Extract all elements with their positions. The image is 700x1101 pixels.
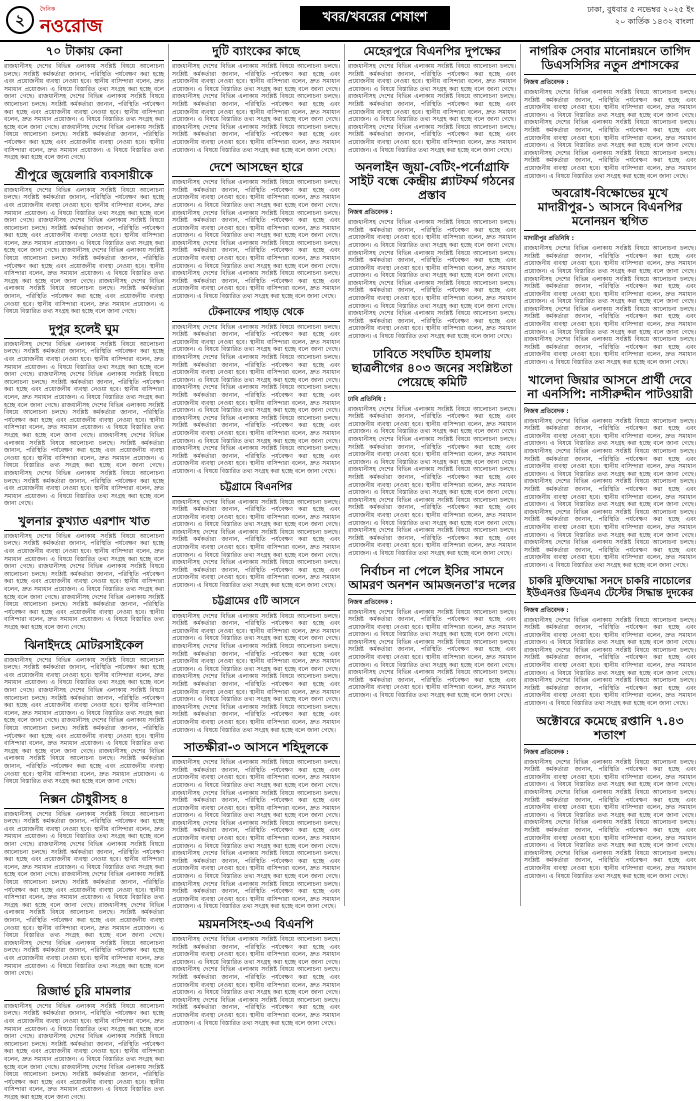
body-text: রাজধানীসহ দেশের বিভিন্ন এলাকায় সংশ্লিষ্ট বিষয়ে আলোচনা চলছে। সংশ্লিষ্ট কর্মকর্তারা জানান, পরিস্থিতি পর্যবেক্ষণ করা হচ্ছে এবং প্রয়োজনীয় ব্যবস্থা নেওয়া হবে। স্থানীয় বাসিন্দারা বলেন, দ্রুত সমাধান প্রয়োজন। এ বিষয়ে বিস্তারিত তথ্য সংগ্রহ করা হচ্ছে বলে জানা গেছে।	[348, 219, 516, 249]
body-text: রাজধানীসহ দেশের বিভিন্ন এলাকায় সংশ্লিষ্ট বিষয়ে আলোচনা চলছে। সংশ্লিষ্ট কর্মকর্তারা জানান, পরিস্থিতি পর্যবেক্ষণ করা হচ্ছে এবং প্রয়োজনীয় ব্যবস্থা নেওয়া হবে। স্থানীয় বাসিন্দারা বলেন, দ্রুত সমাধান প্রয়োজন। এ বিষয়ে বিস্তারিত তথ্য সংগ্রহ করা হচ্ছে বলে জানা গেছে।	[524, 245, 696, 275]
story-body	[4, 63, 164, 162]
story-headline: শ্রীপুরে জুয়েলারি ব্যবসায়ীকে	[4, 168, 164, 185]
story-body	[524, 617, 696, 708]
body-text: রাজধানীসহ দেশের বিভিন্ন এলাকায় সংশ্লিষ্ট বিষয়ে আলোচনা চলছে। সংশ্লিষ্ট কর্মকর্তারা জানান, পরিস্থিতি পর্যবেক্ষণ করা হচ্ছে এবং প্রয়োজনীয় ব্যবস্থা নেওয়া হবে। স্থানীয় বাসিন্দারা বলেন, দ্রুত সমাধান প্রয়োজন। এ বিষয়ে বিস্তারিত তথ্য সংগ্রহ করা হচ্ছে বলে জানা গেছে।	[172, 384, 340, 415]
news-story	[172, 596, 340, 735]
news-story	[524, 373, 696, 570]
body-text: রাজধানীসহ দেশের বিভিন্ন এলাকায় সংশ্লিষ্ট বিষয়ে আলোচনা চলছে। সংশ্লিষ্ট কর্মকর্তারা জানান, পরিস্থিতি পর্যবেক্ষণ করা হচ্ছে এবং প্রয়োজনীয় ব্যবস্থা নেওয়া হবে। স্থানীয় বাসিন্দারা বলেন, দ্রুত সমাধান প্রয়োজন। এ বিষয়ে বিস্তারিত তথ্য সংগ্রহ করা হচ্ছে বলে জানা গেছে।	[348, 527, 516, 557]
body-text: রাজধানীসহ দেশের বিভিন্ন এলাকায় সংশ্লিষ্ট বিষয়ে আলোচনা চলছে। সংশ্লিষ্ট কর্মকর্তারা জানান, পরিস্থিতি পর্যবেক্ষণ করা হচ্ছে এবং প্রয়োজনীয় ব্যবস্থা নেওয়া হবে। স্থানীয় বাসিন্দারা বলেন, দ্রুত সমাধান প্রয়োজন। এ বিষয়ে বিস্তারিত তথ্য সংগ্রহ করা হচ্ছে বলে জানা গেছে।	[172, 179, 340, 209]
news-story	[172, 740, 340, 911]
story-body	[172, 63, 340, 154]
news-story	[4, 322, 164, 508]
story-body	[172, 613, 340, 735]
body-text: রাজধানীসহ দেশের বিভিন্ন এলাকায় সংশ্লিষ্ট বিষয়ে আলোচনা চলছে। সংশ্লিষ্ট কর্মকর্তারা জানান, পরিস্থিতি পর্যবেক্ষণ করা হচ্ছে এবং প্রয়োজনীয় ব্যবস্থা নেওয়া হবে। স্থানীয় বাসিন্দারা বলেন, দ্রুত সমাধান প্রয়োজন। এ বিষয়ে বিস্তারিত তথ্য সংগ্রহ করা হচ্ছে বলে জানা গেছে।	[4, 871, 164, 909]
story-byline: নিজস্ব প্রতিবেদক :	[524, 748, 569, 756]
body-text: রাজধানীসহ দেশের বিভিন্ন এলাকায় সংশ্লিষ্ট বিষয়ে আলোচনা চলছে। সংশ্লিষ্ট কর্মকর্তারা জানান, পরিস্থিতি পর্যবেক্ষণ করা হচ্ছে এবং প্রয়োজনীয় ব্যবস্থা নেওয়া হবে। স্থানীয় বাসিন্দারা বলেন, দ্রুত সমাধান প্রয়োজন। এ বিষয়ে বিস্তারিত তথ্য সংগ্রহ করা হচ্ছে বলে জানা গেছে।	[172, 498, 340, 529]
body-text: রাজধানীসহ দেশের বিভিন্ন এলাকায় সংশ্লিষ্ট বিষয়ে আলোচনা চলছে। সংশ্লিষ্ট কর্মকর্তারা জানান, পরিস্থিতি পর্যবেক্ষণ করা হচ্ছে এবং প্রয়োজনীয় ব্যবস্থা নেওয়া হবে। স্থানীয় বাসিন্দারা বলেন, দ্রুত সমাধান প্রয়োজন। এ বিষয়ে বিস্তারিত তথ্য সংগ্রহ করা হচ্ছে বলে জানা গেছে।	[348, 123, 516, 154]
story-headline: খালেদা জিয়ার আসনে প্রার্থী দেবে না এনসিপি: নাসীরুদ্দীন পাটওয়ারী	[524, 373, 696, 404]
story-headline: ঝিনাইদহে মোটরসাইকেল	[4, 638, 164, 655]
body-text: রাজধানীসহ দেশের বিভিন্ন এলাকায় সংশ্লিষ্ট বিষয়ে আলোচনা চলছে। সংশ্লিষ্ট কর্মকর্তারা জানান, পরিস্থিতি পর্যবেক্ষণ করা হচ্ছে এবং প্রয়োজনীয় ব্যবস্থা নেওয়া হবে। স্থানীয় বাসিন্দারা বলেন, দ্রুত সমাধান প্রয়োজন। এ বিষয়ে বিস্তারিত তথ্য সংগ্রহ করা হচ্ছে বলে জানা গেছে।	[172, 819, 340, 850]
body-text: রাজধানীসহ দেশের বিভিন্ন এলাকায় সংশ্লিষ্ট বিষয়ে আলোচনা চলছে। সংশ্লিষ্ট কর্মকর্তারা জানান, পরিস্থিতি পর্যবেক্ষণ করা হচ্ছে এবং প্রয়োজনীয় ব্যবস্থা নেওয়া হবে। স্থানীয় বাসিন্দারা বলেন, দ্রুত সমাধান প্রয়োজন। এ বিষয়ে বিস্তারিত তথ্য সংগ্রহ করা হচ্ছে বলে জানা গেছে।	[172, 966, 340, 997]
news-story	[348, 347, 516, 558]
news-story	[348, 44, 516, 154]
story-headline: দুটি ব্যাংকের কাছে	[172, 44, 340, 61]
news-story	[524, 44, 696, 180]
story-body	[4, 657, 164, 786]
body-text: রাজধানীসহ দেশের বিভিন্ন এলাকায় সংশ্লিষ্ট বিষয়ে আলোচনা চলছে। সংশ্লিষ্ট কর্মকর্তারা জানান, পরিস্থিতি পর্যবেক্ষণ করা হচ্ছে এবং প্রয়োজনীয় ব্যবস্থা নেওয়া হবে। স্থানীয় বাসিন্দারা বলেন, দ্রুত সমাধান প্রয়োজন। এ বিষয়ে বিস্তারিত তথ্য সংগ্রহ করা হচ্ছে বলে জানা গেছে।	[172, 759, 340, 789]
body-text: রাজধানীসহ দেশের বিভিন্ন এলাকায় সংশ্লিষ্ট বিষয়ে আলোচনা চলছে। সংশ্লিষ্ট কর্মকর্তারা জানান, পরিস্থিতি পর্যবেক্ষণ করা হচ্ছে এবং প্রয়োজনীয় ব্যবস্থা নেওয়া হবে। স্থানীয় বাসিন্দারা বলেন, দ্রুত সমাধান প্রয়োজন। এ বিষয়ে বিস্তারিত তথ্য সংগ্রহ করা হচ্ছে বলে জানা গেছে।	[4, 123, 164, 162]
body-text: রাজধানীসহ দেশের বিভিন্ন এলাকায় সংশ্লিষ্ট বিষয়ে আলোচনা চলছে। সংশ্লিষ্ট কর্মকর্তারা জানান, পরিস্থিতি পর্যবেক্ষণ করা হচ্ছে এবং প্রয়োজনীয় ব্যবস্থা নেওয়া হবে। স্থানীয় বাসিন্দারা বলেন, দ্রুত সমাধান প্রয়োজন। এ বিষয়ে বিস্তারিত তথ্য সংগ্রহ করা হচ্ছে বলে জানা গেছে।	[172, 63, 340, 93]
body-text: রাজধানীসহ দেশের বিভিন্ন এলাকায় সংশ্লিষ্ট বিষয়ে আলোচনা চলছে। সংশ্লিষ্ট কর্মকর্তারা জানান, পরিস্থিতি পর্যবেক্ষণ করা হচ্ছে এবং প্রয়োজনীয় ব্যবস্থা নেওয়া হবে। স্থানীয় বাসিন্দারা বলেন, দ্রুত সমাধান প্রয়োজন। এ বিষয়ে বিস্তারিত তথ্য সংগ্রহ করা হচ্ছে বলে জানা গেছে।	[4, 656, 164, 694]
story-headline: রিজার্ভ চুরি মামলার	[4, 984, 164, 1001]
section-title: খবর/খবরের শেষাংশ	[300, 6, 450, 30]
column-3	[348, 44, 516, 906]
body-text: রাজধানীসহ দেশের বিভিন্ন এলাকায় সংশ্লিষ্ট বিষয়ে আলোচনা চলছে। সংশ্লিষ্ট কর্মকর্তারা জানান, পরিস্থিতি পর্যবেক্ষণ করা হচ্ছে এবং প্রয়োজনীয় ব্যবস্থা নেওয়া হবে। স্থানীয় বাসিন্দারা বলেন, দ্রুত সমাধান প্রয়োজন। এ বিষয়ে বিস্তারিত তথ্য সংগ্রহ করা হচ্ছে বলে জানা গেছে।	[524, 819, 696, 850]
story-headline: নিক্সন চৌধুরীসহ ৪	[4, 792, 164, 809]
body-text: রাজধানীসহ দেশের বিভিন্ন এলাকায় সংশ্লিষ্ট বিষয়ে আলোচনা চলছে। সংশ্লিষ্ট কর্মকর্তারা জানান, পরিস্থিতি পর্যবেক্ষণ করা হচ্ছে এবং প্রয়োজনীয় ব্যবস্থা নেওয়া হবে। স্থানীয় বাসিন্দারা বলেন, দ্রুত সমাধান প্রয়োজন। এ বিষয়ে বিস্তারিত তথ্য সংগ্রহ করা হচ্ছে বলে জানা গেছে।	[4, 593, 164, 631]
story-headline: চাকরি মুক্তিযোদ্ধা সনদে চাকরি নাচোলের ইউএনওর ডিএনএ টেস্টের সিদ্ধান্ত দুদকের	[524, 576, 696, 603]
column-1	[4, 44, 164, 1101]
body-text: রাজধানীসহ দেশের বিভিন্ন এলাকায় সংশ্লিষ্ট বিষয়ে আলোচনা চলছে। সংশ্লিষ্ট কর্মকর্তারা জানান, পরিস্থিতি পর্যবেক্ষণ করা হচ্ছে এবং প্রয়োজনীয় ব্যবস্থা নেওয়া হবে। স্থানীয় বাসিন্দারা বলেন, দ্রুত সমাধান প্রয়োজন। এ বিষয়ে বিস্তারিত তথ্য সংগ্রহ করা হচ্ছে বলে জানা গেছে।	[4, 841, 164, 879]
news-story	[4, 44, 164, 162]
body-text: রাজধানীসহ দেশের বিভিন্ন এলাকায় সংশ্লিষ্ট বিষয়ে আলোচনা চলছে। সংশ্লিষ্ট কর্মকর্তারা জানান, পরিস্থিতি পর্যবেক্ষণ করা হচ্ছে এবং প্রয়োজনীয় ব্যবস্থা নেওয়া হবে। স্থানীয় বাসিন্দারা বলেন, দ্রুত সমাধান প্রয়োজন। এ বিষয়ে বিস্তারিত তথ্য সংগ্রহ করা হচ্ছে বলে জানা গেছে।	[524, 646, 696, 677]
story-headline: খুলনার কুখ্যাত এরশাদ খাত	[4, 514, 164, 531]
body-text: রাজধানীসহ দেশের বিভিন্ন এলাকায় সংশ্লিষ্ট বিষয়ে আলোচনা চলছে। সংশ্লিষ্ট কর্মকর্তারা জানান, পরিস্থিতি পর্যবেক্ষণ করা হচ্ছে এবং প্রয়োজনীয় ব্যবস্থা নেওয়া হবে। স্থানীয় বাসিন্দারা বলেন, দ্রুত সমাধান প্রয়োজন। এ বিষয়ে বিস্তারিত তথ্য সংগ্রহ করা হচ্ছে বলে জানা গেছে।	[172, 209, 340, 240]
body-text: রাজধানীসহ দেশের বিভিন্ন এলাকায় সংশ্লিষ্ট বিষয়ে আলোচনা চলছে। সংশ্লিষ্ট কর্মকর্তারা জানান, পরিস্থিতি পর্যবেক্ষণ করা হচ্ছে এবং প্রয়োজনীয় ব্যবস্থা নেওয়া হবে। স্থানীয় বাসিন্দারা বলেন, দ্রুত সমাধান প্রয়োজন। এ বিষয়ে বিস্তারিত তথ্য সংগ্রহ করা হচ্ছে বলে জানা গেছে।	[524, 336, 696, 367]
brand-small: দৈনিক	[40, 6, 56, 13]
story-body	[524, 245, 696, 367]
story-byline: নিজস্ব প্রতিবেদক :	[524, 606, 569, 614]
body-text: রাজধানীসহ দেশের বিভিন্ন এলাকায় সংশ্লিষ্ট বিষয়ে আলোচনা চলছে। সংশ্লিষ্ট কর্মকর্তারা জানান, পরিস্থিতি পর্যবেক্ষণ করা হচ্ছে এবং প্রয়োজনীয় ব্যবস্থা নেওয়া হবে। স্থানীয় বাসিন্দারা বলেন, দ্রুত সমাধান প্রয়োজন। এ বিষয়ে বিস্তারিত তথ্য সংগ্রহ করা হচ্ছে বলে জানা গেছে।	[4, 469, 164, 508]
story-byline: নিজস্ব প্রতিবেদক :	[524, 79, 569, 86]
body-text: রাজধানীসহ দেশের বিভিন্ন এলাকায় সংশ্লিষ্ট বিষয়ে আলোচনা চলছে। সংশ্লিষ্ট কর্মকর্তারা জানান, পরিস্থিতি পর্যবেক্ষণ করা হচ্ছে এবং প্রয়োজনীয় ব্যবস্থা নেওয়া হবে। স্থানীয় বাসিন্দারা বলেন, দ্রুত সমাধান প্রয়োজন। এ বিষয়ে বিস্তারিত তথ্য সংগ্রহ করা হচ্ছে বলে জানা গেছে।	[4, 277, 164, 316]
body-text: রাজধানীসহ দেশের বিভিন্ন এলাকায় সংশ্লিষ্ট বিষয়ে আলোচনা চলছে। সংশ্লিষ্ট কর্মকর্তারা জানান, পরিস্থিতি পর্যবেক্ষণ করা হচ্ছে এবং প্রয়োজনীয় ব্যবস্থা নেওয়া হবে। স্থানীয় বাসিন্দারা বলেন, দ্রুত সমাধান প্রয়োজন। এ বিষয়ে বিস্তারিত তথ্য সংগ্রহ করা হচ্ছে বলে জানা গেছে।	[348, 638, 516, 669]
body-text: রাজধানীসহ দেশের বিভিন্ন এলাকায় সংশ্লিষ্ট বিষয়ে আলোচনা চলছে। সংশ্লিষ্ট কর্মকর্তারা জানান, পরিস্থিতি পর্যবেক্ষণ করা হচ্ছে এবং প্রয়োজনীয় ব্যবস্থা নেওয়া হবে। স্থানীয় বাসিন্দারা বলেন, দ্রুত সমাধান প্রয়োজন। এ বিষয়ে বিস্তারিত তথ্য সংগ্রহ করা হচ্ছে বলে জানা গেছে।	[524, 448, 696, 478]
date-bangla: ২০ কার্তিক ১৪৩২ বাংলা	[614, 17, 694, 26]
story-headline: দুপুর হলেই ঘুম	[4, 322, 164, 339]
news-story	[172, 44, 340, 154]
dateline	[494, 4, 694, 28]
story-headline: ৭০ টাকায় কেনা	[4, 44, 164, 61]
news-story	[172, 482, 340, 590]
brand-name: নওরোজ	[40, 16, 103, 37]
column-rule	[344, 44, 345, 906]
body-text: রাজধানীসহ দেশের বিভিন্ন এলাকায় সংশ্লিষ্ট বিষয়ে আলোচনা চলছে। সংশ্লিষ্ট কর্মকর্তারা জানান, পরিস্থিতি পর্যবেক্ষণ করা হচ্ছে এবং প্রয়োজনীয় ব্যবস্থা নেওয়া হবে। স্থানীয় বাসিন্দারা বলেন, দ্রুত সমাধান প্রয়োজন। এ বিষয়ে বিস্তারিত তথ্য সংগ্রহ করা হচ্ছে বলে জানা গেছে।	[524, 417, 696, 448]
body-text: রাজধানীসহ দেশের বিভিন্ন এলাকায় সংশ্লিষ্ট বিষয়ে আলোচনা চলছে। সংশ্লিষ্ট কর্মকর্তারা জানান, পরিস্থিতি পর্যবেক্ষণ করা হচ্ছে এবং প্রয়োজনীয় ব্যবস্থা নেওয়া হবে। স্থানীয় বাসিন্দারা বলেন, দ্রুত সমাধান প্রয়োজন। এ বিষয়ে বিস্তারিত তথ্য সংগ্রহ করা হচ্ছে বলে জানা গেছে।	[172, 323, 340, 354]
masthead	[0, 0, 700, 42]
news-story	[172, 160, 340, 301]
story-byline: নিজস্ব প্রতিবেদক :	[348, 209, 393, 217]
story-byline: নিজস্ব প্রতিবেদক :	[348, 598, 393, 606]
page-number: ২	[6, 6, 34, 34]
story-body	[524, 759, 696, 881]
body-text: রাজধানীসহ দেশের বিভিন্ন এলাকায় সংশ্লিষ্ট বিষয়ে আলোচনা চলছে। সংশ্লিষ্ট কর্মকর্তারা জানান, পরিস্থিতি পর্যবেক্ষণ করা হচ্ছে এবং প্রয়োজনীয় ব্যবস্থা নেওয়া হবে। স্থানীয় বাসিন্দারা বলেন, দ্রুত সমাধান প্রয়োজন। এ বিষয়ে বিস্তারিত তথ্য সংগ্রহ করা হচ্ছে বলে জানা গেছে।	[4, 1063, 164, 1101]
brand-logo	[40, 4, 140, 36]
body-text: রাজধানীসহ দেশের বিভিন্ন এলাকায় সংশ্লিষ্ট বিষয়ে আলোচনা চলছে। সংশ্লিষ্ট কর্মকর্তারা জানান, পরিস্থিতি পর্যবেক্ষণ করা হচ্ছে এবং প্রয়োজনীয় ব্যবস্থা নেওয়া হবে। স্থানীয় বাসিন্দারা বলেন, দ্রুত সমাধান প্রয়োজন। এ বিষয়ে বিস্তারিত তথ্য সংগ্রহ করা হচ্ছে বলে জানা গেছে।	[348, 63, 516, 93]
body-text: রাজধানীসহ দেশের বিভিন্ন এলাকায় সংশ্লিষ্ট বিষয়ে আলোচনা চলছে। সংশ্লিষ্ট কর্মকর্তারা জানান, পরিস্থিতি পর্যবেক্ষণ করা হচ্ছে এবং প্রয়োজনীয় ব্যবস্থা নেওয়া হবে। স্থানীয় বাসিন্দারা বলেন, দ্রুত সমাধান প্রয়োজন। এ বিষয়ে বিস্তারিত তথ্য সংগ্রহ করা হচ্ছে বলে জানা গেছে।	[172, 880, 340, 911]
body-text: রাজধানীসহ দেশের বিভিন্ন এলাকায় সংশ্লিষ্ট বিষয়ে আলোচনা চলছে। সংশ্লিষ্ট কর্মকর্তারা জানান, পরিস্থিতি পর্যবেক্ষণ করা হচ্ছে এবং প্রয়োজনীয় ব্যবস্থা নেওয়া হবে। স্থানীয় বাসিন্দারা বলেন, দ্রুত সমাধান প্রয়োজন। এ বিষয়ে বিস্তারিত তথ্য সংগ্রহ করা হচ্ছে বলে জানা গেছে।	[172, 270, 340, 301]
column-2	[172, 44, 340, 1027]
body-text: রাজধানীসহ দেশের বিভিন্ন এলাকায় সংশ্লিষ্ট বিষয়ে আলোচনা চলছে। সংশ্লিষ্ট কর্মকর্তারা জানান, পরিস্থিতি পর্যবেক্ষণ করা হচ্ছে এবং প্রয়োজনীয় ব্যবস্থা নেওয়া হবে। স্থানীয় বাসিন্দারা বলেন, দ্রুত সমাধান প্রয়োজন। এ বিষয়ে বিস্তারিত তথ্য সংগ্রহ করা হচ্ছে বলে জানা গেছে।	[348, 405, 516, 436]
story-body	[4, 1003, 164, 1101]
body-text: রাজধানীসহ দেশের বিভিন্ন এলাকায় সংশ্লিষ্ট বিষয়ে আলোচনা চলছে। সংশ্লিষ্ট কর্মকর্তারা জানান, পরিস্থিতি পর্যবেক্ষণ করা হচ্ছে এবং প্রয়োজনীয় ব্যবস্থা নেওয়া হবে। স্থানীয় বাসিন্দারা বলেন, দ্রুত সমাধান প্রয়োজন। এ বিষয়ে বিস্তারিত তথ্য সংগ্রহ করা হচ্ছে বলে জানা গেছে।	[172, 93, 340, 124]
news-story	[4, 984, 164, 1101]
body-text: রাজধানীসহ দেশের বিভিন্ন এলাকায় সংশ্লিষ্ট বিষয়ে আলোচনা চলছে। সংশ্লিষ্ট কর্মকর্তারা জানান, পরিস্থিতি পর্যবেক্ষণ করা হচ্ছে এবং প্রয়োজনীয় ব্যবস্থা নেওয়া হবে। স্থানীয় বাসিন্দারা বলেন, দ্রুত সমাধান প্রয়োজন। এ বিষয়ে বিস্তারিত তথ্য সংগ্রহ করা হচ্ছে বলে জানা গেছে।	[348, 466, 516, 497]
body-text: রাজধানীসহ দেশের বিভিন্ন এলাকায় সংশ্লিষ্ট বিষয়ে আলোচনা চলছে। সংশ্লিষ্ট কর্মকর্তারা জানান, পরিস্থিতি পর্যবেক্ষণ করা হচ্ছে এবং প্রয়োজনীয় ব্যবস্থা নেওয়া হবে। স্থানীয় বাসিন্দারা বলেন, দ্রুত সমাধান প্রয়োজন। এ বিষয়ে বিস্তারিত তথ্য সংগ্রহ করা হচ্ছে বলে জানা গেছে।	[172, 673, 340, 704]
body-text: রাজধানীসহ দেশের বিভিন্ন এলাকায় সংশ্লিষ্ট বিষয়ে আলোচনা চলছে। সংশ্লিষ্ট কর্মকর্তারা জানান, পরিস্থিতি পর্যবেক্ষণ করা হচ্ছে এবং প্রয়োজনীয় ব্যবস্থা নেওয়া হবে। স্থানীয় বাসিন্দারা বলেন, দ্রুত সমাধান প্রয়োজন। এ বিষয়ে বিস্তারিত তথ্য সংগ্রহ করা হচ্ছে বলে জানা গেছে।	[524, 305, 696, 336]
body-text: রাজধানীসহ দেশের বিভিন্ন এলাকায় সংশ্লিষ্ট বিষয়ে আলোচনা চলছে। সংশ্লিষ্ট কর্মকর্তারা জানান, পরিস্থিতি পর্যবেক্ষণ করা হচ্ছে এবং প্রয়োজনীয় ব্যবস্থা নেওয়া হবে। স্থানীয় বাসিন্দারা বলেন, দ্রুত সমাধান প্রয়োজন। এ বিষয়ে বিস্তারিত তথ্য সংগ্রহ করা হচ্ছে বলে জানা গেছে।	[172, 239, 340, 270]
story-body	[524, 418, 696, 570]
body-text: রাজধানীসহ দেশের বিভিন্ন এলাকায় সংশ্লিষ্ট বিষয়ে আলোচনা চলছে। সংশ্লিষ্ট কর্মকর্তারা জানান, পরিস্থিতি পর্যবেক্ষণ করা হচ্ছে এবং প্রয়োজনীয় ব্যবস্থা নেওয়া হবে। স্থানীয় বাসিন্দারা বলেন, দ্রুত সমাধান প্রয়োজন। এ বিষয়ে বিস্তারিত তথ্য সংগ্রহ করা হচ্ছে বলে জানা গেছে।	[348, 436, 516, 466]
story-body	[4, 811, 164, 978]
body-text: রাজধানীসহ দেশের বিভিন্ন এলাকায় সংশ্লিষ্ট বিষয়ে আলোচনা চলছে। সংশ্লিষ্ট কর্মকর্তারা জানান, পরিস্থিতি পর্যবেক্ষণ করা হচ্ছে এবং প্রয়োজনীয় ব্যবস্থা নেওয়া হবে। স্থানীয় বাসিন্দারা বলেন, দ্রুত সমাধান প্রয়োজন। এ বিষয়ে বিস্তারিত তথ্য সংগ্রহ করা হচ্ছে বলে জানা গেছে।	[348, 249, 516, 280]
story-body	[172, 936, 340, 1027]
body-text: রাজধানীসহ দেশের বিভিন্ন এলাকায় সংশ্লিষ্ট বিষয়ে আলোচনা চলছে। সংশ্লিষ্ট কর্মকর্তারা জানান, পরিস্থিতি পর্যবেক্ষণ করা হচ্ছে এবং প্রয়োজনীয় ব্যবস্থা নেওয়া হবে। স্থানীয় বাসিন্দারা বলেন, দ্রুত সমাধান প্রয়োজন। এ বিষয়ে বিস্তারিত তথ্য সংগ্রহ করা হচ্ছে বলে জানা গেছে।	[524, 478, 696, 509]
body-text: রাজধানীসহ দেশের বিভিন্ন এলাকায় সংশ্লিষ্ট বিষয়ে আলোচনা চলছে। সংশ্লিষ্ট কর্মকর্তারা জানান, পরিস্থিতি পর্যবেক্ষণ করা হচ্ছে এবং প্রয়োজনীয় ব্যবস্থা নেওয়া হবে। স্থানীয় বাসিন্দারা বলেন, দ্রুত সমাধান প্রয়োজন। এ বিষয়ে বিস্তারিত তথ্য সংগ্রহ করা হচ্ছে বলে জানা গেছে।	[4, 340, 164, 379]
body-text: রাজধানীসহ দেশের বিভিন্ন এলাকায় সংশ্লিষ্ট বিষয়ে আলোচনা চলছে। সংশ্লিষ্ট কর্মকর্তারা জানান, পরিস্থিতি পর্যবেক্ষণ করা হচ্ছে এবং প্রয়োজনীয় ব্যবস্থা নেওয়া হবে। স্থানীয় বাসিন্দারা বলেন, দ্রুত সমাধান প্রয়োজন। এ বিষয়ে বিস্তারিত তথ্য সংগ্রহ করা হচ্ছে বলে জানা গেছে।	[4, 901, 164, 940]
body-text: রাজধানীসহ দেশের বিভিন্ন এলাকায় সংশ্লিষ্ট বিষয়ে আলোচনা চলছে। সংশ্লিষ্ট কর্মকর্তারা জানান, পরিস্থিতি পর্যবেক্ষণ করা হচ্ছে এবং প্রয়োজনীয় ব্যবস্থা নেওয়া হবে। স্থানীয় বাসিন্দারা বলেন, দ্রুত সমাধান প্রয়োজন। এ বিষয়ে বিস্তারিত তথ্য সংগ্রহ করা হচ্ছে বলে জানা গেছে।	[348, 310, 516, 341]
story-body	[4, 341, 164, 508]
body-text: রাজধানীসহ দেশের বিভিন্ন এলাকায় সংশ্লিষ্ট বিষয়ে আলোচনা চলছে। সংশ্লিষ্ট কর্মকর্তারা জানান, পরিস্থিতি পর্যবেক্ষণ করা হচ্ছে এবং প্রয়োজনীয় ব্যবস্থা নেওয়া হবে। স্থানীয় বাসিন্দারা বলেন, দ্রুত সমাধান প্রয়োজন। এ বিষয়ে বিস্তারিত তথ্য সংগ্রহ করা হচ্ছে বলে জানা গেছে।	[348, 608, 516, 639]
body-text: রাজধানীসহ দেশের বিভিন্ন এলাকায় সংশ্লিষ্ট বিষয়ে আলোচনা চলছে। সংশ্লিষ্ট কর্মকর্তারা জানান, পরিস্থিতি পর্যবেক্ষণ করা হচ্ছে এবং প্রয়োজনীয় ব্যবস্থা নেওয়া হবে। স্থানীয় বাসিন্দারা বলেন, দ্রুত সমাধান প্রয়োজন। এ বিষয়ে বিস্তারিত তথ্য সংগ্রহ করা হচ্ছে বলে জানা গেছে।	[524, 89, 696, 119]
news-story	[4, 638, 164, 786]
body-text: রাজধানীসহ দেশের বিভিন্ন এলাকায় সংশ্লিষ্ট বিষয়ে আলোচনা চলছে। সংশ্লিষ্ট কর্মকর্তারা জানান, পরিস্থিতি পর্যবেক্ষণ করা হচ্ছে এবং প্রয়োজনীয় ব্যবস্থা নেওয়া হবে। স্থানীয় বাসিন্দারা বলেন, দ্রুত সমাধান প্রয়োজন। এ বিষয়ে বিস্তারিত তথ্য সংগ্রহ করা হচ্ছে বলে জানা গেছে।	[524, 539, 696, 569]
body-text: রাজধানীসহ দেশের বিভিন্ন এলাকায় সংশ্লিষ্ট বিষয়ে আলোচনা চলছে। সংশ্লিষ্ট কর্মকর্তারা জানান, পরিস্থিতি পর্যবেক্ষণ করা হচ্ছে এবং প্রয়োজনীয় ব্যবস্থা নেওয়া হবে। স্থানীয় বাসিন্দারা বলেন, দ্রুত সমাধান প্রয়োজন। এ বিষয়ে বিস্তারিত তথ্য সংগ্রহ করা হচ্ছে বলে জানা গেছে।	[348, 279, 516, 310]
body-text: রাজধানীসহ দেশের বিভিন্ন এলাকায় সংশ্লিষ্ট বিষয়ে আলোচনা চলছে। সংশ্লিষ্ট কর্মকর্তারা জানান, পরিস্থিতি পর্যবেক্ষণ করা হচ্ছে এবং প্রয়োজনীয় ব্যবস্থা নেওয়া হবে। স্থানীয় বাসিন্দারা বলেন, দ্রুত সমাধান প্রয়োজন। এ বিষয়ে বিস্তারিত তথ্য সংগ্রহ করা হচ্ছে বলে জানা গেছে।	[172, 528, 340, 559]
column-rule	[168, 44, 169, 906]
body-text: রাজধানীসহ দেশের বিভিন্ন এলাকায় সংশ্লিষ্ট বিষয়ে আলোচনা চলছে। সংশ্লিষ্ট কর্মকর্তারা জানান, পরিস্থিতি পর্যবেক্ষণ করা হচ্ছে এবং প্রয়োজনীয় ব্যবস্থা নেওয়া হবে। স্থানীয় বাসিন্দারা বলেন, দ্রুত সমাধান প্রয়োজন। এ বিষয়ে বিস্তারিত তথ্য সংগ্রহ করা হচ্ছে বলে জানা গেছে।	[4, 717, 164, 755]
news-story	[348, 564, 516, 700]
body-text: রাজধানীসহ দেশের বিভিন্ন এলাকায় সংশ্লিষ্ট বিষয়ে আলোচনা চলছে। সংশ্লিষ্ট কর্মকর্তারা জানান, পরিস্থিতি পর্যবেক্ষণ করা হচ্ছে এবং প্রয়োজনীয় ব্যবস্থা নেওয়া হবে। স্থানীয় বাসিন্দারা বলেন, দ্রুত সমাধান প্রয়োজন। এ বিষয়ে বিস্তারিত তথ্য সংগ্রহ করা হচ্ছে বলে জানা গেছে।	[348, 93, 516, 124]
story-headline: সাতক্ষীরা-৩ আসনে শহিদুলকে	[172, 740, 340, 757]
body-text: রাজধানীসহ দেশের বিভিন্ন এলাকায় সংশ্লিষ্ট বিষয়ে আলোচনা চলছে। সংশ্লিষ্ট কর্মকর্তারা জানান, পরিস্থিতি পর্যবেক্ষণ করা হচ্ছে এবং প্রয়োজনীয় ব্যবস্থা নেওয়া হবে। স্থানীয় বাসিন্দারা বলেন, দ্রুত সমাধান প্রয়োজন। এ বিষয়ে বিস্তারিত তথ্য সংগ্রহ করা হচ্ছে বলে জানা গেছে।	[172, 354, 340, 384]
story-byline: মাদারীপুর প্রতিনিধি :	[524, 235, 575, 243]
body-text: রাজধানীসহ দেশের বিভিন্ন এলাকায় সংশ্লিষ্ট বিষয়ে আলোচনা চলছে। সংশ্লিষ্ট কর্মকর্তারা জানান, পরিস্থিতি পর্যবেক্ষণ করা হচ্ছে এবং প্রয়োজনীয় ব্যবস্থা নেওয়া হবে। স্থানীয় বাসিন্দারা বলেন, দ্রুত সমাধান প্রয়োজন। এ বিষয়ে বিস্তারিত তথ্য সংগ্রহ করা হচ্ছে বলে জানা গেছে।	[524, 508, 696, 539]
body-text: রাজধানীসহ দেশের বিভিন্ন এলাকায় সংশ্লিষ্ট বিষয়ে আলোচনা চলছে। সংশ্লিষ্ট কর্মকর্তারা জানান, পরিস্থিতি পর্যবেক্ষণ করা হচ্ছে এবং প্রয়োজনীয় ব্যবস্থা নেওয়া হবে। স্থানীয় বাসিন্দারা বলেন, দ্রুত সমাধান প্রয়োজন। এ বিষয়ে বিস্তারিত তথ্য সংগ্রহ করা হচ্ছে বলে জানা গেছে।	[4, 563, 164, 601]
body-text: রাজধানীসহ দেশের বিভিন্ন এলাকায় সংশ্লিষ্ট বিষয়ে আলোচনা চলছে। সংশ্লিষ্ট কর্মকর্তারা জানান, পরিস্থিতি পর্যবেক্ষণ করা হচ্ছে এবং প্রয়োজনীয় ব্যবস্থা নেওয়া হবে। স্থানীয় বাসিন্দারা বলেন, দ্রুত সমাধান প্রয়োজন। এ বিষয়ে বিস্তারিত তথ্য সংগ্রহ করা হচ্ছে বলে জানা গেছে।	[172, 414, 340, 445]
story-headline: মেহেরপুরে বিএনপির দুপক্ষের	[348, 44, 516, 61]
story-body	[172, 499, 340, 590]
body-text: রাজধানীসহ দেশের বিভিন্ন এলাকায় সংশ্লিষ্ট বিষয়ে আলোচনা চলছে। সংশ্লিষ্ট কর্মকর্তারা জানান, পরিস্থিতি পর্যবেক্ষণ করা হচ্ছে এবং প্রয়োজনীয় ব্যবস্থা নেওয়া হবে। স্থানীয় বাসিন্দারা বলেন, দ্রুত সমাধান প্রয়োজন। এ বিষয়ে বিস্তারিত তথ্য সংগ্রহ করা হচ্ছে বলে জানা গেছে।	[172, 996, 340, 1027]
body-text: রাজধানীসহ দেশের বিভিন্ন এলাকায় সংশ্লিষ্ট বিষয়ে আলোচনা চলছে। সংশ্লিষ্ট কর্মকর্তারা জানান, পরিস্থিতি পর্যবেক্ষণ করা হচ্ছে এবং প্রয়োজনীয় ব্যবস্থা নেওয়া হবে। স্থানীয় বাসিন্দারা বলেন, দ্রুত সমাধান প্রয়োজন। এ বিষয়ে বিস্তারিত তথ্য সংগ্রহ করা হচ্ছে বলে জানা গেছে।	[4, 810, 164, 849]
story-headline: চট্টগ্রামে বিএনপির	[172, 482, 340, 497]
body-text: রাজধানীসহ দেশের বিভিন্ন এলাকায় সংশ্লিষ্ট বিষয়ে আলোচনা চলছে। সংশ্লিষ্ট কর্মকর্তারা জানান, পরিস্থিতি পর্যবেক্ষণ করা হচ্ছে এবং প্রয়োজনীয় ব্যবস্থা নেওয়া হবে। স্থানীয় বাসিন্দারা বলেন, দ্রুত সমাধান প্রয়োজন। এ বিষয়ে বিস্তারিত তথ্য সংগ্রহ করা হচ্ছে বলে জানা গেছে।	[172, 789, 340, 820]
body-text: রাজধানীসহ দেশের বিভিন্ন এলাকায় সংশ্লিষ্ট বিষয়ে আলোচনা চলছে। সংশ্লিষ্ট কর্মকর্তারা জানান, পরিস্থিতি পর্যবেক্ষণ করা হচ্ছে এবং প্রয়োজনীয় ব্যবস্থা নেওয়া হবে। স্থানীয় বাসিন্দারা বলেন, দ্রুত সমাধান প্রয়োজন। এ বিষয়ে বিস্তারিত তথ্য সংগ্রহ করা হচ্ছে বলে জানা গেছে।	[4, 431, 164, 470]
story-headline: ময়মনসিংহ-৩এ বিএনপি	[172, 917, 340, 934]
body-text: রাজধানীসহ দেশের বিভিন্ন এলাকায় সংশ্লিষ্ট বিষয়ে আলোচনা চলছে। সংশ্লিষ্ট কর্মকর্তারা জানান, পরিস্থিতি পর্যবেক্ষণ করা হচ্ছে এবং প্রয়োজনীয় ব্যবস্থা নেওয়া হবে। স্থানীয় বাসিন্দারা বলেন, দ্রুত সমাধান প্রয়োজন। এ বিষয়ে বিস্তারিত তথ্য সংগ্রহ করা হচ্ছে বলে জানা গেছে।	[524, 119, 696, 150]
body-text: রাজধানীসহ দেশের বিভিন্ন এলাকায় সংশ্লিষ্ট বিষয়ে আলোচনা চলছে। সংশ্লিষ্ট কর্মকর্তারা জানান, পরিস্থিতি পর্যবেক্ষণ করা হচ্ছে এবং প্রয়োজনীয় ব্যবস্থা নেওয়া হবে। স্থানীয় বাসিন্দারা বলেন, দ্রুত সমাধান প্রয়োজন। এ বিষয়ে বিস্তারিত তথ্য সংগ্রহ করা হচ্ছে বলে জানা গেছে।	[524, 616, 696, 647]
news-story	[348, 160, 516, 341]
news-story	[4, 792, 164, 978]
body-text: রাজধানীসহ দেশের বিভিন্ন এলাকায় সংশ্লিষ্ট বিষয়ে আলোচনা চলছে। সংশ্লিষ্ট কর্মকর্তারা জানান, পরিস্থিতি পর্যবেক্ষণ করা হচ্ছে এবং প্রয়োজনীয় ব্যবস্থা নেওয়া হবে। স্থানীয় বাসিন্দারা বলেন, দ্রুত সমাধান প্রয়োজন। এ বিষয়ে বিস্তারিত তথ্য সংগ্রহ করা হচ্ছে বলে জানা গেছে।	[4, 186, 164, 225]
story-body	[4, 533, 164, 632]
body-text: রাজধানীসহ দেশের বিভিন্ন এলাকায় সংশ্লিষ্ট বিষয়ে আলোচনা চলছে। সংশ্লিষ্ট কর্মকর্তারা জানান, পরিস্থিতি পর্যবেক্ষণ করা হচ্ছে এবং প্রয়োজনীয় ব্যবস্থা নেওয়া হবে। স্থানীয় বাসিন্দারা বলেন, দ্রুত সমাধান প্রয়োজন। এ বিষয়ে বিস্তারিত তথ্য সংগ্রহ করা হচ্ছে বলে জানা গেছে।	[524, 789, 696, 819]
body-text: রাজধানীসহ দেশের বিভিন্ন এলাকায় সংশ্লিষ্ট বিষয়ে আলোচনা চলছে। সংশ্লিষ্ট কর্মকর্তারা জানান, পরিস্থিতি পর্যবেক্ষণ করা হচ্ছে এবং প্রয়োজনীয় ব্যবস্থা নেওয়া হবে। স্থানীয় বাসিন্দারা বলেন, দ্রুত সমাধান প্রয়োজন। এ বিষয়ে বিস্তারিত তথ্য সংগ্রহ করা হচ্ছে বলে জানা গেছে।	[4, 401, 164, 439]
news-story	[4, 514, 164, 632]
body-text: রাজধানীসহ দেশের বিভিন্ন এলাকায় সংশ্লিষ্ট বিষয়ে আলোচনা চলছে। সংশ্লিষ্ট কর্মকর্তারা জানান, পরিস্থিতি পর্যবেক্ষণ করা হচ্ছে এবং প্রয়োজনীয় ব্যবস্থা নেওয়া হবে। স্থানীয় বাসিন্দারা বলেন, দ্রুত সমাধান প্রয়োজন। এ বিষয়ে বিস্তারিত তথ্য সংগ্রহ করা হচ্ছে বলে জানা গেছে।	[4, 217, 164, 255]
story-headline: টেকনাফের পাহাড় থেকে	[172, 307, 340, 322]
story-byline: ঢাবি প্রতিনিধি :	[348, 395, 386, 403]
news-story	[4, 168, 164, 316]
body-text: রাজধানীসহ দেশের বিভিন্ন এলাকায় সংশ্লিষ্ট বিষয়ে আলোচনা চলছে। সংশ্লিষ্ট কর্মকর্তারা জানান, পরিস্থিতি পর্যবেক্ষণ করা হচ্ছে এবং প্রয়োজনীয় ব্যবস্থা নেওয়া হবে। স্থানীয় বাসিন্দারা বলেন, দ্রুত সমাধান প্রয়োজন। এ বিষয়ে বিস্তারিত তথ্য সংগ্রহ করা হচ্ছে বলে জানা গেছে।	[172, 123, 340, 154]
column-rule	[520, 44, 521, 906]
news-story	[524, 576, 696, 708]
story-headline: ঢাবিতে সংঘটিত হামলায় ছাত্রলীগের ৪০৩ জনের সংশ্লিষ্টতা পেয়েছে কমিটি	[348, 347, 516, 392]
story-headline: অবরোধ-বিক্ষোভের মুখে মাদারীপুর-১ আসনে বিএনপির মনোনয়ন স্থগিত	[524, 186, 696, 231]
body-text: রাজধানীসহ দেশের বিভিন্ন এলাকায় সংশ্লিষ্ট বিষয়ে আলোচনা চলছে। সংশ্লিষ্ট কর্মকর্তারা জানান, পরিস্থিতি পর্যবেক্ষণ করা হচ্ছে এবং প্রয়োজনীয় ব্যবস্থা নেওয়া হবে। স্থানীয় বাসিন্দারা বলেন, দ্রুত সমাধান প্রয়োজন। এ বিষয়ে বিস্তারিত তথ্য সংগ্রহ করা হচ্ছে বলে জানা গেছে।	[4, 247, 164, 285]
news-story	[172, 307, 340, 476]
body-text: রাজধানীসহ দেশের বিভিন্ন এলাকায় সংশ্লিষ্ট বিষয়ে আলোচনা চলছে। সংশ্লিষ্ট কর্মকর্তারা জানান, পরিস্থিতি পর্যবেক্ষণ করা হচ্ছে এবং প্রয়োজনীয় ব্যবস্থা নেওয়া হবে। স্থানীয় বাসিন্দারা বলেন, দ্রুত সমাধান প্রয়োজন। এ বিষয়ে বিস্তারিত তথ্য সংগ্রহ করা হচ্ছে বলে জানা গেছে।	[172, 643, 340, 673]
body-text: রাজধানীসহ দেশের বিভিন্ন এলাকায় সংশ্লিষ্ট বিষয়ে আলোচনা চলছে। সংশ্লিষ্ট কর্মকর্তারা জানান, পরিস্থিতি পর্যবেক্ষণ করা হচ্ছে এবং প্রয়োজনীয় ব্যবস্থা নেওয়া হবে। স্থানীয় বাসিন্দারা বলেন, দ্রুত সমাধান প্রয়োজন। এ বিষয়ে বিস্তারিত তথ্য সংগ্রহ করা হচ্ছে বলে জানা গেছে।	[348, 496, 516, 527]
body-text: রাজধানীসহ দেশের বিভিন্ন এলাকায় সংশ্লিষ্ট বিষয়ে আলোচনা চলছে। সংশ্লিষ্ট কর্মকর্তারা জানান, পরিস্থিতি পর্যবেক্ষণ করা হচ্ছে এবং প্রয়োজনীয় ব্যবস্থা নেওয়া হবে। স্থানীয় বাসিন্দারা বলেন, দ্রুত সমাধান প্রয়োজন। এ বিষয়ে বিস্তারিত তথ্য সংগ্রহ করা হচ্ছে বলে জানা গেছে।	[4, 371, 164, 409]
story-body	[4, 187, 164, 316]
body-text: রাজধানীসহ দেশের বিভিন্ন এলাকায় সংশ্লিষ্ট বিষয়ে আলোচনা চলছে। সংশ্লিষ্ট কর্মকর্তারা জানান, পরিস্থিতি পর্যবেক্ষণ করা হচ্ছে এবং প্রয়োজনীয় ব্যবস্থা নেওয়া হবে। স্থানীয় বাসিন্দারা বলেন, দ্রুত সমাধান প্রয়োজন। এ বিষয়ে বিস্তারিত তথ্য সংগ্রহ করা হচ্ছে বলে জানা গেছে।	[524, 758, 696, 789]
body-text: রাজধানীসহ দেশের বিভিন্ন এলাকায় সংশ্লিষ্ট বিষয়ে আলোচনা চলছে। সংশ্লিষ্ট কর্মকর্তারা জানান, পরিস্থিতি পর্যবেক্ষণ করা হচ্ছে এবং প্রয়োজনীয় ব্যবস্থা নেওয়া হবে। স্থানীয় বাসিন্দারা বলেন, দ্রুত সমাধান প্রয়োজন। এ বিষয়ে বিস্তারিত তথ্য সংগ্রহ করা হচ্ছে বলে জানা গেছে।	[524, 677, 696, 708]
body-text: রাজধানীসহ দেশের বিভিন্ন এলাকায় সংশ্লিষ্ট বিষয়ে আলোচনা চলছে। সংশ্লিষ্ট কর্মকর্তারা জানান, পরিস্থিতি পর্যবেক্ষণ করা হচ্ছে এবং প্রয়োজনীয় ব্যবস্থা নেওয়া হবে। স্থানীয় বাসিন্দারা বলেন, দ্রুত সমাধান প্রয়োজন। এ বিষয়ে বিস্তারিত তথ্য সংগ্রহ করা হচ্ছে বলে জানা গেছে।	[172, 703, 340, 734]
body-text: রাজধানীসহ দেশের বিভিন্ন এলাকায় সংশ্লিষ্ট বিষয়ে আলোচনা চলছে। সংশ্লিষ্ট কর্মকর্তারা জানান, পরিস্থিতি পর্যবেক্ষণ করা হচ্ছে এবং প্রয়োজনীয় ব্যবস্থা নেওয়া হবে। স্থানীয় বাসিন্দারা বলেন, দ্রুত সমাধান প্রয়োজন। এ বিষয়ে বিস্তারিত তথ্য সংগ্রহ করা হচ্ছে বলে জানা গেছে।	[172, 850, 340, 881]
body-text: রাজধানীসহ দেশের বিভিন্ন এলাকায় সংশ্লিষ্ট বিষয়ে আলোচনা চলছে। সংশ্লিষ্ট কর্মকর্তারা জানান, পরিস্থিতি পর্যবেক্ষণ করা হচ্ছে এবং প্রয়োজনীয় ব্যবস্থা নেওয়া হবে। স্থানীয় বাসিন্দারা বলেন, দ্রুত সমাধান প্রয়োজন। এ বিষয়ে বিস্তারিত তথ্য সংগ্রহ করা হচ্ছে বলে জানা গেছে।	[4, 93, 164, 131]
story-body	[172, 179, 340, 301]
story-body	[348, 219, 516, 341]
date-gregorian: ঢাকা, বুধবার ৫ নভেম্বর ২০২৫ ইং	[587, 5, 694, 14]
story-headline: চট্টগ্রামের ৫টি আসনে	[172, 596, 340, 611]
body-text: রাজধানীসহ দেশের বিভিন্ন এলাকায় সংশ্লিষ্ট বিষয়ে আলোচনা চলছে। সংশ্লিষ্ট কর্মকর্তারা জানান, পরিস্থিতি পর্যবেক্ষণ করা হচ্ছে এবং প্রয়োজনীয় ব্যবস্থা নেওয়া হবে। স্থানীয় বাসিন্দারা বলেন, দ্রুত সমাধান প্রয়োজন। এ বিষয়ে বিস্তারিত তথ্য সংগ্রহ করা হচ্ছে বলে জানা গেছে।	[4, 939, 164, 978]
body-text: রাজধানীসহ দেশের বিভিন্ন এলাকায় সংশ্লিষ্ট বিষয়ে আলোচনা চলছে। সংশ্লিষ্ট কর্মকর্তারা জানান, পরিস্থিতি পর্যবেক্ষণ করা হচ্ছে এবং প্রয়োজনীয় ব্যবস্থা নেওয়া হবে। স্থানীয় বাসিন্দারা বলেন, দ্রুত সমাধান প্রয়োজন। এ বিষয়ে বিস্তারিত তথ্য সংগ্রহ করা হচ্ছে বলে জানা গেছে।	[4, 63, 164, 101]
body-text: রাজধানীসহ দেশের বিভিন্ন এলাকায় সংশ্লিষ্ট বিষয়ে আলোচনা চলছে। সংশ্লিষ্ট কর্মকর্তারা জানান, পরিস্থিতি পর্যবেক্ষণ করা হচ্ছে এবং প্রয়োজনীয় ব্যবস্থা নেওয়া হবে। স্থানীয় বাসিন্দারা বলেন, দ্রুত সমাধান প্রয়োজন। এ বিষয়ে বিস্তারিত তথ্য সংগ্রহ করা হচ্ছে বলে জানা গেছে।	[348, 669, 516, 700]
body-text: রাজধানীসহ দেশের বিভিন্ন এলাকায় সংশ্লিষ্ট বিষয়ে আলোচনা চলছে। সংশ্লিষ্ট কর্মকর্তারা জানান, পরিস্থিতি পর্যবেক্ষণ করা হচ্ছে এবং প্রয়োজনীয় ব্যবস্থা নেওয়া হবে। স্থানীয় বাসিন্দারা বলেন, দ্রুত সমাধান প্রয়োজন। এ বিষয়ে বিস্তারিত তথ্য সংগ্রহ করা হচ্ছে বলে জানা গেছে।	[524, 849, 696, 880]
story-body	[348, 406, 516, 558]
body-text: রাজধানীসহ দেশের বিভিন্ন এলাকায় সংশ্লিষ্ট বিষয়ে আলোচনা চলছে। সংশ্লিষ্ট কর্মকর্তারা জানান, পরিস্থিতি পর্যবেক্ষণ করা হচ্ছে এবং প্রয়োজনীয় ব্যবস্থা নেওয়া হবে। স্থানীয় বাসিন্দারা বলেন, দ্রুত সমাধান প্রয়োজন। এ বিষয়ে বিস্তারিত তথ্য সংগ্রহ করা হচ্ছে বলে জানা গেছে।	[172, 445, 340, 475]
body-text: রাজধানীসহ দেশের বিভিন্ন এলাকায় সংশ্লিষ্ট বিষয়ে আলোচনা চলছে। সংশ্লিষ্ট কর্মকর্তারা জানান, পরিস্থিতি পর্যবেক্ষণ করা হচ্ছে এবং প্রয়োজনীয় ব্যবস্থা নেওয়া হবে। স্থানীয় বাসিন্দারা বলেন, দ্রুত সমাধান প্রয়োজন। এ বিষয়ে বিস্তারিত তথ্য সংগ্রহ করা হচ্ছে বলে জানা গেছে।	[172, 559, 340, 590]
body-text: রাজধানীসহ দেশের বিভিন্ন এলাকায় সংশ্লিষ্ট বিষয়ে আলোচনা চলছে। সংশ্লিষ্ট কর্মকর্তারা জানান, পরিস্থিতি পর্যবেক্ষণ করা হচ্ছে এবং প্রয়োজনীয় ব্যবস্থা নেওয়া হবে। স্থানীয় বাসিন্দারা বলেন, দ্রুত সমাধান প্রয়োজন। এ বিষয়ে বিস্তারিত তথ্য সংগ্রহ করা হচ্ছে বলে জানা গেছে।	[4, 1002, 164, 1041]
body-text: রাজধানীসহ দেশের বিভিন্ন এলাকায় সংশ্লিষ্ট বিষয়ে আলোচনা চলছে। সংশ্লিষ্ট কর্মকর্তারা জানান, পরিস্থিতি পর্যবেক্ষণ করা হচ্ছে এবং প্রয়োজনীয় ব্যবস্থা নেওয়া হবে। স্থানীয় বাসিন্দারা বলেন, দ্রুত সমাধান প্রয়োজন। এ বিষয়ে বিস্তারিত তথ্য সংগ্রহ করা হচ্ছে বলে জানা গেছে।	[4, 747, 164, 786]
body-text: রাজধানীসহ দেশের বিভিন্ন এলাকায় সংশ্লিষ্ট বিষয়ে আলোচনা চলছে। সংশ্লিষ্ট কর্মকর্তারা জানান, পরিস্থিতি পর্যবেক্ষণ করা হচ্ছে এবং প্রয়োজনীয় ব্যবস্থা নেওয়া হবে। স্থানীয় বাসিন্দারা বলেন, দ্রুত সমাধান প্রয়োজন। এ বিষয়ে বিস্তারিত তথ্য সংগ্রহ করা হচ্ছে বলে জানা গেছে।	[172, 612, 340, 643]
story-body	[348, 609, 516, 700]
story-headline: অক্টোবরে কমেছে রপ্তানি ৭.৪৩ শতাংশ	[524, 714, 696, 745]
story-body	[172, 324, 340, 476]
story-body	[172, 759, 340, 911]
story-body	[524, 89, 696, 180]
body-text: রাজধানীসহ দেশের বিভিন্ন এলাকায় সংশ্লিষ্ট বিষয়ে আলোচনা চলছে। সংশ্লিষ্ট কর্মকর্তারা জানান, পরিস্থিতি পর্যবেক্ষণ করা হচ্ছে এবং প্রয়োজনীয় ব্যবস্থা নেওয়া হবে। স্থানীয় বাসিন্দারা বলেন, দ্রুত সমাধান প্রয়োজন। এ বিষয়ে বিস্তারিত তথ্য সংগ্রহ করা হচ্ছে বলে জানা গেছে।	[524, 149, 696, 180]
body-text: রাজধানীসহ দেশের বিভিন্ন এলাকায় সংশ্লিষ্ট বিষয়ে আলোচনা চলছে। সংশ্লিষ্ট কর্মকর্তারা জানান, পরিস্থিতি পর্যবেক্ষণ করা হচ্ছে এবং প্রয়োজনীয় ব্যবস্থা নেওয়া হবে। স্থানীয় বাসিন্দারা বলেন, দ্রুত সমাধান প্রয়োজন। এ বিষয়ে বিস্তারিত তথ্য সংগ্রহ করা হচ্ছে বলে জানা গেছে।	[4, 1033, 164, 1071]
body-text: রাজধানীসহ দেশের বিভিন্ন এলাকায় সংশ্লিষ্ট বিষয়ে আলোচনা চলছে। সংশ্লিষ্ট কর্মকর্তারা জানান, পরিস্থিতি পর্যবেক্ষণ করা হচ্ছে এবং প্রয়োজনীয় ব্যবস্থা নেওয়া হবে। স্থানীয় বাসিন্দারা বলেন, দ্রুত সমাধান প্রয়োজন। এ বিষয়ে বিস্তারিত তথ্য সংগ্রহ করা হচ্ছে বলে জানা গেছে।	[4, 686, 164, 725]
story-byline: নিজস্ব প্রতিবেদক :	[524, 407, 569, 415]
story-headline: নির্বাচন না পেলে ইসির সামনে আমরণ অনশন আমজনতা'র দলের	[348, 564, 516, 595]
news-story	[524, 714, 696, 881]
story-headline: অনলাইন জুয়া-বেটিং-পর্নোগ্রাফি সাইট বন্ধে কেন্দ্রীয় প্ল্যাটফর্ম গঠনের প্রস্তাব	[348, 160, 516, 205]
news-story	[172, 917, 340, 1027]
body-text: রাজধানীসহ দেশের বিভিন্ন এলাকায় সংশ্লিষ্ট বিষয়ে আলোচনা চলছে। সংশ্লিষ্ট কর্মকর্তারা জানান, পরিস্থিতি পর্যবেক্ষণ করা হচ্ছে এবং প্রয়োজনীয় ব্যবস্থা নেওয়া হবে। স্থানীয় বাসিন্দারা বলেন, দ্রুত সমাধান প্রয়োজন। এ বিষয়ে বিস্তারিত তথ্য সংগ্রহ করা হচ্ছে বলে জানা গেছে।	[4, 532, 164, 571]
body-text: রাজধানীসহ দেশের বিভিন্ন এলাকায় সংশ্লিষ্ট বিষয়ে আলোচনা চলছে। সংশ্লিষ্ট কর্মকর্তারা জানান, পরিস্থিতি পর্যবেক্ষণ করা হচ্ছে এবং প্রয়োজনীয় ব্যবস্থা নেওয়া হবে। স্থানীয় বাসিন্দারা বলেন, দ্রুত সমাধান প্রয়োজন। এ বিষয়ে বিস্তারিত তথ্য সংগ্রহ করা হচ্ছে বলে জানা গেছে।	[172, 936, 340, 966]
story-headline: দেশে আসছেন হারে	[172, 160, 340, 177]
body-text: রাজধানীসহ দেশের বিভিন্ন এলাকায় সংশ্লিষ্ট বিষয়ে আলোচনা চলছে। সংশ্লিষ্ট কর্মকর্তারা জানান, পরিস্থিতি পর্যবেক্ষণ করা হচ্ছে এবং প্রয়োজনীয় ব্যবস্থা নেওয়া হবে। স্থানীয় বাসিন্দারা বলেন, দ্রুত সমাধান প্রয়োজন। এ বিষয়ে বিস্তারিত তথ্য সংগ্রহ করা হচ্ছে বলে জানা গেছে।	[524, 275, 696, 306]
story-body	[348, 63, 516, 154]
news-story	[524, 186, 696, 367]
story-headline: নাগরিক সেবার মানোন্নয়নে তাগিদ ডিএসসিসির নতুন প্রশাসকের	[524, 44, 696, 75]
column-4	[524, 44, 696, 906]
